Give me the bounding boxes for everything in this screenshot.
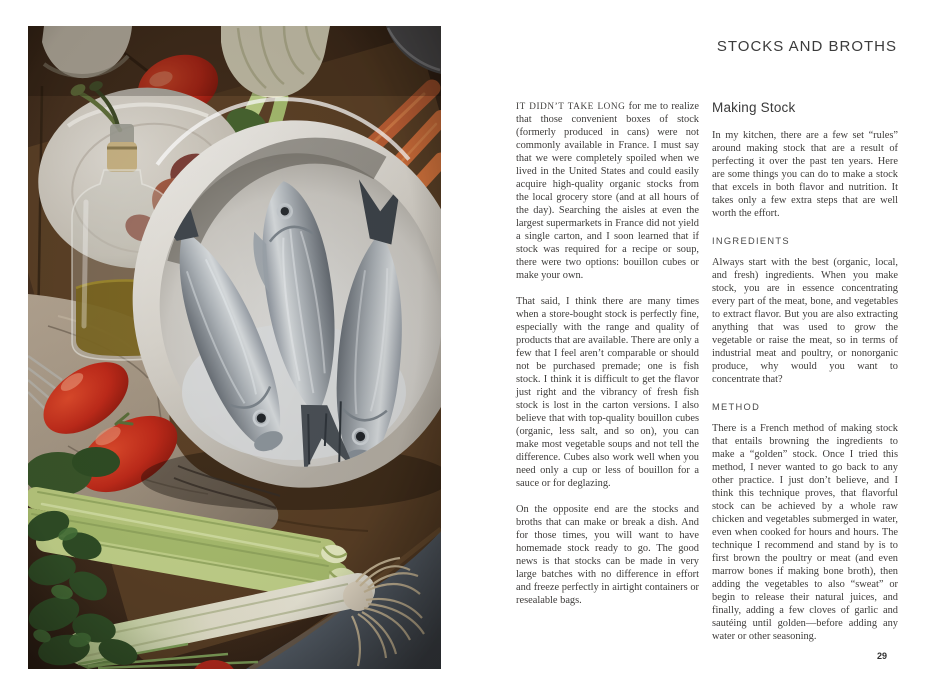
chapter-title: STOCKS AND BROTHS (716, 38, 897, 55)
vignette (28, 26, 441, 669)
subhead-method: METHOD (712, 402, 761, 412)
lead-in-small-caps: IT DIDN’T TAKE LONG (516, 101, 626, 111)
ingredients-photo (28, 26, 441, 669)
making-stock-intro: In my kitchen, there are a few set “rules” around making stock that are a result of perfecting it over the past ten years. Here are some things you can do to make a stock that excels in both flavor and nutrition. It takes only a few extra steps that are well worth the effort. (712, 130, 898, 219)
intro-paragraph-2: That said, I think there are many times when a store-bought stock is perfectly fine, especially with the range and quality of products that are available. There are only a few that I feel aren’t comparable or should not be purchased premade; one is fish stock. I think it is difficult to get the flavor just right and the vibrancy of fresh fish stock is lost in the carton versions. I also believe that with top-quality bouillon cubes (organic, less salt, and so on), you can make most vegetable soups and not tell the difference. Cubes also work well when you need only a cup or less of bouillon for a sauce or for deglazing. (516, 296, 699, 489)
intro-paragraph-3: On the opposite end are the stocks and broths that can make or break a dish. And for those times, you will want to have homemade stock ready to go. The good news is that stocks can be made in very large batches with no difference in effort and freeze perfectly in airtight containers or resealable bags. (516, 504, 699, 606)
page-number: 29 (877, 651, 888, 661)
subhead-ingredients: INGREDIENTS (712, 236, 790, 246)
intro-paragraph-1 (516, 100, 699, 282)
method-paragraph: There is a French method of making stock that entails browning the ingredients to make a “golden” stock. Once I tried this method, I never wanted to go back to any other practice. I just don’t believe, and I think this technique proves, that flavorful stock can be achieved by a whole raw chicken and vegetables submerged in water, even when cooked for hours and hours. The technique I recommend and stand by is to first brown the poultry or meat (and even marrow bones if making bone broth), then adding the vegetables to also “sweat” or begin to release their natural juices, and finally, adding a few cloves of garlic and sautéing until golden—before adding any water or other seasoning. (712, 423, 898, 642)
making-stock-column (712, 100, 898, 656)
section-heading: Making Stock (712, 100, 796, 115)
top-shade (28, 26, 441, 96)
ingredients-paragraph: Always start with the best (organic, local, and fresh) ingredients. When you make stock, you are in essence concentrating every part of the meat, bone, and vegetables to extract flavor. But you are also extracting anything that was used to grow the vegetable or raise the meat, so in terms of industrial meat and poultry, or nonorganic produce, why would you want to concentrate that? (712, 257, 898, 385)
lead-rest: for me to realize that those convenient boxes of stock (formerly produced in cans) were not commonly available in France. I must say that we were completely spoiled when we lived in the United States and could easily acquire high-quality organic stocks from the local grocery store (and at all hours of the day). Searching the aisles at even the largest supermarkets in France did not yield a single carton, and I soon learned that if stock was required for a recipe or soup, there were two options: bouillon cubes or make your own. (516, 101, 699, 281)
intro-column (516, 100, 699, 620)
